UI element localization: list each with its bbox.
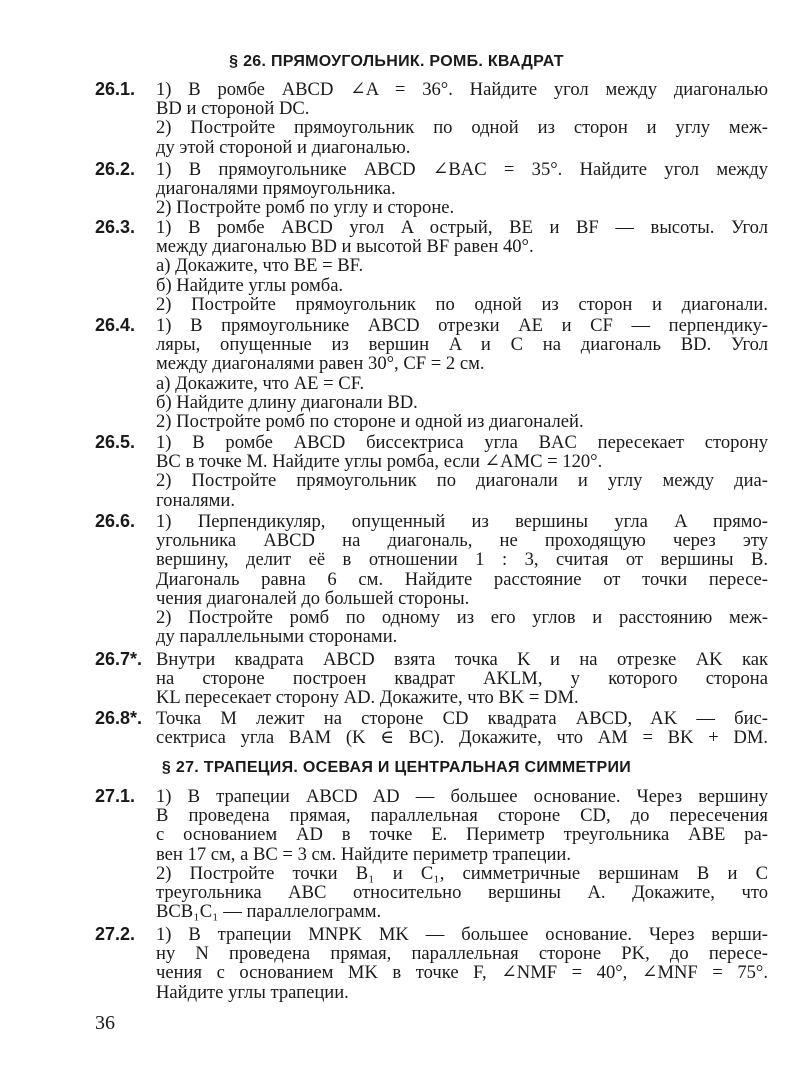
problem-line: Внутри квадрата ABCD взята точка K и на отрезке AK как — [156, 649, 768, 670]
problem-number: 26.5. — [95, 432, 136, 452]
section-heading: § 26. ПРЯМОУГОЛЬНИК. РОМБ. КВАДРАТ — [229, 53, 564, 70]
problem-line: 2) Постройте ромб по одному из его углов и расстоянию меж- — [156, 607, 768, 628]
problem-line: а) Докажите, что AE = CF. — [156, 372, 365, 394]
problem-line: 1) В прямоугольнике ABCD ∠BAC = 35°. Найдите угол между — [156, 159, 768, 180]
problem-line: ду параллельными сторонами. — [156, 626, 398, 648]
problem-line: BCB₁C₁ — параллелограмм. — [156, 901, 382, 923]
problem-line: 1) В ромбе ABCD угол A острый, BE и BF — высоты. Угол — [156, 217, 768, 238]
problem-line: между диагональю BD и высотой BF равен 40°. — [156, 236, 534, 258]
problem-line: ну N проведена прямая, параллельная стороне PK, до пересе- — [156, 943, 768, 965]
problem-line: 1) В ромбе ABCD ∠A = 36°. Найдите угол между диагональю — [156, 79, 768, 100]
problem-number: 26.4. — [95, 315, 136, 335]
problem-number: 26.1. — [95, 79, 136, 99]
page-number: 36 — [95, 1012, 115, 1034]
problem-line: BD и стороной DC. — [156, 98, 310, 120]
problem-line: гоналями. — [156, 489, 236, 511]
problem-line: B проведена прямая, параллельная стороне CD, до пересечения — [156, 805, 768, 827]
problem-line: 1) В ромбе ABCD биссектриса угла BAC пересекает сторону — [156, 432, 768, 453]
problem-number: 27.1. — [95, 786, 136, 806]
problem-line: Диагональ равна 6 см. Найдите расстояние от точки пересе- — [156, 568, 768, 590]
problem-line: чения с основанием MK в точке F, ∠NMF = 40°, ∠MNF = 75°. — [156, 962, 768, 984]
problem-line: 2) Постройте прямоугольник по одной из сторон и углу меж- — [156, 117, 768, 139]
problem-line: угольника ABCD на диагональ, не проходящую через эту — [156, 530, 768, 552]
problem-line: 2) Постройте прямоугольник по диагонали и углу между диа- — [156, 470, 768, 492]
problem-number: 26.7*. — [95, 649, 143, 669]
problem-line: ляры, опущенные из вершин A и C на диагональ BD. Угол — [156, 334, 768, 356]
problem-line: вершину, делит её в отношении 1 : 3, считая от вершины B. — [156, 549, 768, 571]
problem-line: BC в точке M. Найдите углы ромба, если ∠AMC = 120°. — [156, 451, 603, 473]
problem-number: 26.3. — [95, 217, 136, 237]
problem-line: 2) Постройте ромб по стороне и одной из диагоналей. — [156, 411, 584, 432]
problem-line: с основанием AD в точке E. Периметр треугольника ABE ра- — [156, 824, 768, 846]
problem-line: 2) Постройте прямоугольник по одной из сторон и диагонали. — [156, 293, 768, 315]
problem-line: а) Докажите, что BE = BF. — [156, 255, 364, 277]
problem-line: ду этой стороной и диагональю. — [156, 136, 411, 158]
problem-line: между диагоналями равен 30°, CF = 2 см. — [156, 353, 485, 375]
problem-line: 2) Постройте ромб по углу и стороне. — [156, 197, 455, 219]
problem-number: 26.8*. — [95, 708, 143, 728]
problem-line: 1) Перпендикуляр, опущенный из вершины угла A прямо- — [156, 511, 768, 532]
problem-line: б) Найдите длину диагонали BD. — [156, 391, 418, 413]
problem-line: Точка M лежит на стороне CD квадрата ABCD, AK — бис- — [156, 708, 768, 729]
problem-line: 2) Постройте точки B₁ и C₁, симметричные вершинам B и C — [156, 862, 768, 884]
problem-line: Найдите углы трапеции. — [156, 981, 349, 1003]
problem-line: чения диагоналей до большей стороны. — [156, 587, 470, 609]
problem-line: 1) В трапеции ABCD AD — большее основание. Через вершину — [156, 786, 768, 807]
problem-line: сектриса угла BAM (K ∈ BC). Докажите, что AM = BK + DM. — [156, 727, 768, 749]
problem-line: треугольника ABC относительно вершины A. Докажите, что — [156, 882, 768, 903]
problem-line: 1) В прямоугольнике ABCD отрезки AE и CF — перпендику- — [156, 315, 768, 336]
problem-line: 1) В трапеции MNPK MK — большее основание. Через верши- — [156, 924, 768, 945]
problem-line: на стороне построен квадрат AKLM, у которого сторона — [156, 668, 768, 690]
problem-line: KL пересекает сторону AD. Докажите, что BK = DM. — [156, 687, 579, 709]
problem-number: 27.2. — [95, 924, 136, 944]
problem-number: 26.6. — [95, 511, 136, 531]
section-heading: § 27. ТРАПЕЦИЯ. ОСЕВАЯ И ЦЕНТРАЛЬНАЯ СИММЕТРИИ — [161, 759, 632, 776]
problem-number: 26.2. — [95, 159, 136, 179]
problem-line: вен 17 см, а BC = 3 см. Найдите периметр трапеции. — [156, 843, 572, 865]
problem-line: б) Найдите углы ромба. — [156, 274, 344, 296]
problem-line: диагоналями прямоугольника. — [156, 178, 396, 200]
